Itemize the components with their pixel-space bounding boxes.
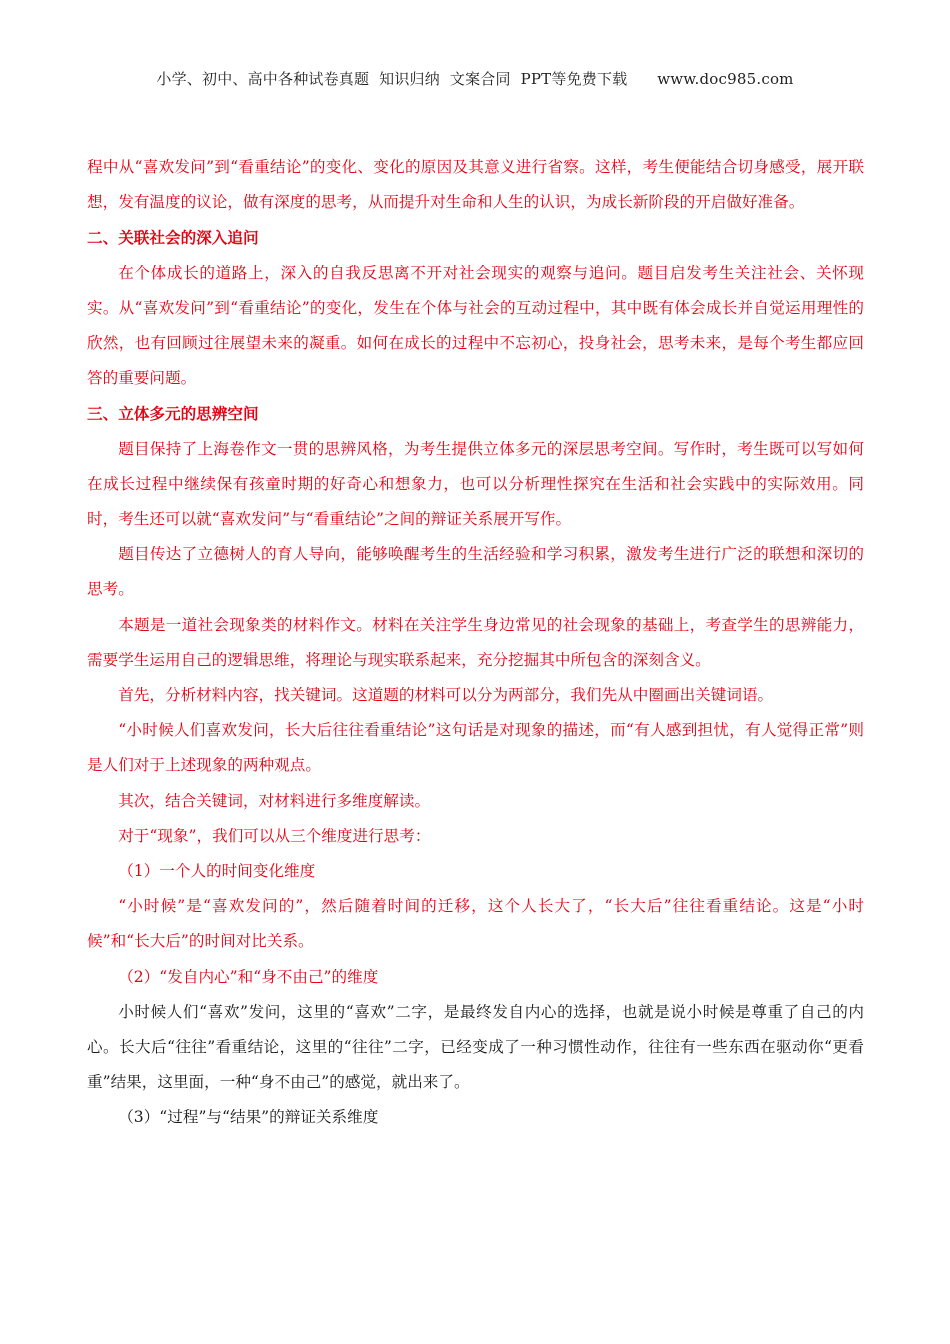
section-heading: 二、关联社会的深入追问 <box>87 228 259 248</box>
paragraph: （3）“过程”与“结果”的辩证关系维度 <box>118 1108 379 1127</box>
paragraph: 本题是一道社会现象类的材料作文。材料在关注学生身边常见的社会现象的基础上，考查学生的思辨能力，需要学生运用自己的逻辑思维，将理论与现实联系起来，充分挖掘其中所包含的深刻含义。 <box>87 615 864 669</box>
paragraph: 在个体成长的道路上，深入的自我反思离不开对社会现实的观察与追问。题目启发考生关注社会、关怀现实。从“喜欢发问”到“看重结论”的变化，发生在个体与社会的互动过程中，其中既有体会成长并自觉运用理性的欣然，也有回顾过往展望未来的凝重。如何在成长的过程中不忘初心，投身社会，思考未来，是每个考生都应回答的重要问题。 <box>87 263 864 388</box>
paragraph: 小时候人们“喜欢”发问，这里的“喜欢”二字，是最终发自内心的选择，也就是说小时候是尊重了自己的内心。长大后“往往”看重结论，这里的“往往”二字，已经变成了一种习惯性动作，往往有一些东西在驱动你“更看重”结果，这里面，一种“身不由己”的感觉，就出来了。 <box>87 1002 864 1092</box>
black-text-block <box>87 995 864 1136</box>
paragraph: “小时候人们喜欢发问，长大后往往看重结论”这句话是对现象的描述，而“有人感到担忧，有人觉得正常”则是人们对于上述现象的两种观点。 <box>87 721 864 775</box>
paragraph: 对于“现象”，我们可以从三个维度进行思考： <box>118 826 431 845</box>
paragraph: （1）一个人的时间变化维度 <box>118 862 316 881</box>
page-header: 小学、初中、高中各种试卷真题 知识归纳 文案合同 PPT等免费下载 www.doc985.com <box>156 70 794 88</box>
paragraph: 题目保持了上海卷作文一贯的思辨风格，为考生提供立体多元的深层思考空间。写作时，考生既可以写如何在成长过程中继续保有孩童时期的好奇心和想象力，也可以分析理性探究在生活和社会实践中的实际效用。同时，考生还可以就“喜欢发问”与“看重结论”之间的辩证关系展开写作。 <box>87 439 864 529</box>
paragraph: 程中从“喜欢发问”到“看重结论”的变化、变化的原因及其意义进行省察。这样，考生便能结合切身感受，展开联想，发有温度的议论，做有深度的思考，从而提升对生命和人生的认识，为成长新阶段的开启做好准备。 <box>87 158 864 212</box>
paragraph: 题目传达了立德树人的育人导向，能够唤醒考生的生活经验和学习积累，激发考生进行广泛的联想和深切的思考。 <box>87 545 864 599</box>
section-heading: 三、立体多元的思辨空间 <box>87 404 259 424</box>
document-body <box>87 150 864 1136</box>
paragraph: “小时候”是“喜欢发问的”，然后随着时间的迁移，这个人长大了，“长大后”往往看重结论。这是“小时候”和“长大后”的时间对比关系。 <box>87 897 864 951</box>
paragraph: 其次，结合关键词，对材料进行多维度解读。 <box>118 791 431 810</box>
paragraph: 首先，分析材料内容，找关键词。这道题的材料可以分为两部分，我们先从中圈画出关键词语。 <box>118 686 774 705</box>
paragraph: （2）“发自内心”和“身不由己”的维度 <box>118 967 379 986</box>
red-text-block <box>87 150 864 995</box>
